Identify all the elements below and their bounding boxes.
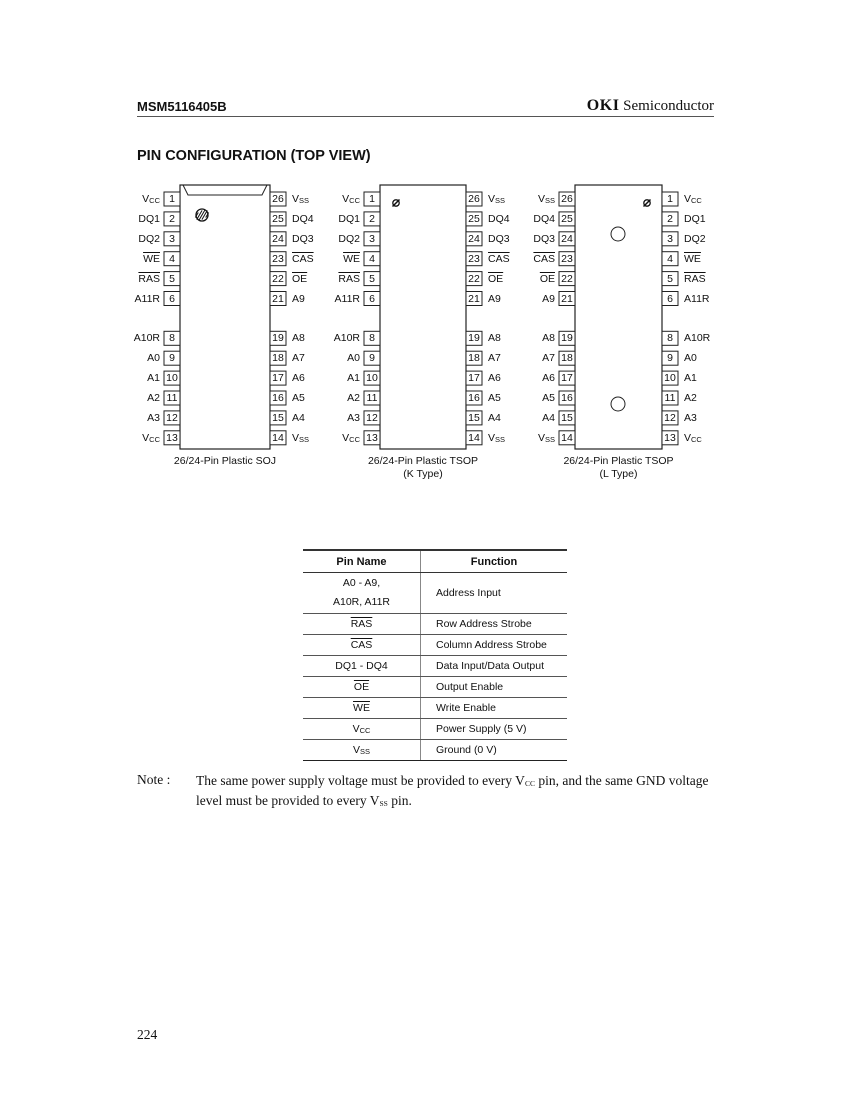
pin-name: A8 (488, 332, 501, 345)
function-cell: Row Address Strobe (421, 614, 568, 635)
note-text (196, 772, 721, 812)
pin-name-cell: A0 - A9, A10R, A11R (303, 573, 421, 614)
pin-name-cell: $\overline{WE}$ (303, 698, 421, 719)
note-subscript: CC (524, 779, 535, 788)
pin-name: DQ1 (684, 212, 706, 225)
pin-number: 13 (166, 431, 178, 444)
pin-name: A7 (542, 352, 555, 365)
pin-name: $V_{CC}$ (684, 431, 702, 444)
header-pin-name: Pin Name (303, 550, 421, 573)
pin-name: A0 (147, 352, 160, 365)
pin-name: A5 (488, 392, 501, 404)
pin-number: 13 (366, 431, 378, 444)
pin-name: A10R (333, 332, 360, 345)
pin-name: $V_{SS}$ (537, 193, 555, 205)
pin-name: A3 (347, 411, 360, 424)
pin-number: 3 (667, 232, 673, 245)
pin-name: $V_{SS}$ (292, 431, 310, 444)
pin-number: 24 (468, 232, 480, 245)
mold-mark-circle-icon (611, 397, 625, 411)
pin-name-cell: DQ1 - DQ4 (303, 656, 421, 677)
package-tsop-k (330, 184, 530, 484)
pin-number: 9 (169, 352, 175, 365)
table-row (303, 698, 567, 719)
header-function: Function (421, 550, 568, 573)
table-row (303, 656, 567, 677)
pin-name: A6 (292, 372, 305, 385)
pin-number: 15 (468, 411, 480, 424)
pin-name: A7 (292, 352, 305, 365)
pin-number: 17 (468, 372, 480, 385)
pin-name-cell: $\overline{RAS}$ (303, 614, 421, 635)
package-body (575, 185, 662, 449)
pin-name: A10R (133, 332, 160, 345)
pin-name: A7 (488, 352, 501, 365)
pin-name: A2 (147, 392, 160, 404)
pin-name: A9 (488, 292, 501, 305)
pin-name: DQ3 (292, 232, 314, 245)
pin-name: $\overline{WE}$ (684, 252, 701, 265)
pin-name: DQ1 (338, 212, 360, 225)
pin-number: 2 (169, 212, 175, 225)
function-cell: Data Input/Data Output (421, 656, 568, 677)
pin-number: 26 (272, 193, 284, 205)
pin-number: 16 (468, 392, 480, 404)
pin-name: DQ3 (533, 232, 555, 245)
pin-name: $V_{CC}$ (684, 193, 702, 205)
function-cell: Column Address Strobe (421, 635, 568, 656)
pin-number: 10 (166, 372, 178, 385)
pin-number: 22 (272, 272, 284, 285)
pin-name: $\overline{RAS}$ (338, 272, 360, 285)
pin-name: DQ2 (684, 232, 706, 245)
package-tsop-l (526, 184, 726, 484)
pin-number: 21 (272, 292, 284, 305)
pin-name: $\overline{CAS}$ (488, 252, 510, 265)
pin-name: A4 (292, 411, 305, 424)
table-row (303, 740, 567, 761)
pin-name: DQ4 (533, 212, 555, 225)
pin1-index-mark-icon (644, 200, 651, 207)
note-label: Note : (137, 772, 171, 787)
pin-name: $V_{SS}$ (537, 431, 555, 444)
pin-name: A5 (292, 392, 305, 404)
pin-name: A1 (684, 372, 697, 385)
pin-number: 22 (468, 272, 480, 285)
pin-name: A11R (134, 292, 160, 305)
package-caption: 26/24-Pin Plastic SOJ (173, 455, 277, 467)
pin-name: A10R (684, 332, 711, 345)
pin-name-cell: $V_{SS}$ (303, 740, 421, 761)
pin-name: A0 (684, 352, 697, 365)
pin-name: A6 (488, 372, 501, 385)
note-text-part: pin. (387, 793, 412, 808)
package-caption: 26/24-Pin Plastic TSOP (367, 455, 479, 467)
pin-number: 10 (664, 372, 676, 385)
pin-number: 16 (561, 392, 573, 404)
pin-number: 21 (561, 292, 573, 305)
pin-number: 17 (561, 372, 573, 385)
pin-name: $\overline{CAS}$ (533, 252, 555, 265)
pin-number: 16 (272, 392, 284, 404)
pin-number: 11 (366, 392, 378, 404)
pin-number: 25 (272, 212, 284, 225)
pin-number: 4 (369, 252, 375, 265)
pin-name: $\overline{WE}$ (343, 252, 360, 265)
pin-name: $V_{SS}$ (488, 431, 506, 444)
pin-number: 6 (369, 292, 375, 305)
pin-number: 9 (369, 352, 375, 365)
pin-number: 25 (561, 212, 573, 225)
table-row (303, 677, 567, 698)
package-caption: 26/24-Pin Plastic TSOP (563, 455, 674, 467)
pin-number: 1 (169, 193, 175, 205)
pin-number: 19 (272, 332, 284, 345)
pin-name: A8 (292, 332, 305, 345)
pin-number: 23 (272, 252, 284, 265)
pin-name: DQ4 (488, 212, 510, 225)
pin-name: A9 (542, 292, 555, 305)
pin-number: 5 (667, 272, 673, 285)
function-cell: Output Enable (421, 677, 568, 698)
function-cell: Write Enable (421, 698, 568, 719)
pin-name: A1 (347, 372, 360, 385)
pin-number: 1 (667, 193, 673, 205)
pin-function-table (303, 549, 567, 761)
page-number: 224 (137, 1027, 158, 1042)
pin-number: 14 (272, 431, 284, 444)
pin-name: $\overline{OE}$ (488, 272, 504, 285)
pin-number: 12 (166, 411, 178, 424)
pin-number: 19 (468, 332, 480, 345)
pin-number: 12 (366, 411, 378, 424)
pin-name: $\overline{WE}$ (143, 252, 160, 265)
package-subcaption: (L Type) (599, 468, 638, 480)
pin-name: $\overline{CAS}$ (292, 252, 314, 265)
table-row (303, 635, 567, 656)
pin-number: 10 (366, 372, 378, 385)
pin1-index-mark-icon (393, 200, 400, 207)
pin-number: 12 (664, 411, 676, 424)
pin-name-cell: $\overline{CAS}$ (303, 635, 421, 656)
pin-number: 15 (272, 411, 284, 424)
brand-name: OKI (586, 97, 620, 114)
pin-number: 18 (468, 352, 480, 365)
pin-number: 4 (667, 252, 673, 265)
pin-number: 8 (169, 332, 175, 345)
pin-name-cell: $\overline{OE}$ (303, 677, 421, 698)
pin-number: 1 (369, 193, 375, 205)
pin-number: 5 (369, 272, 375, 285)
part-number: MSM5116405B (137, 99, 227, 114)
pin-name: $\overline{OE}$ (292, 272, 308, 285)
table-header-row (303, 550, 567, 573)
pin-name: A3 (147, 411, 160, 424)
pin-number: 9 (667, 352, 673, 365)
package-notch (183, 185, 267, 195)
pin-number: 18 (272, 352, 284, 365)
pin-number: 2 (369, 212, 375, 225)
pin-name: DQ2 (138, 232, 160, 245)
package-soj (130, 184, 330, 484)
brand-logo (587, 97, 714, 115)
pin-name: A5 (542, 392, 555, 404)
pin-number: 24 (272, 232, 284, 245)
pin-number: 24 (561, 232, 573, 245)
pin-name: $V_{CC}$ (342, 193, 360, 205)
header-rule (137, 116, 714, 117)
pin-number: 11 (166, 392, 178, 404)
function-cell: Ground (0 V) (421, 740, 568, 761)
pin-number: 26 (561, 193, 573, 205)
pin-name: $V_{CC}$ (142, 193, 160, 205)
table-row (303, 573, 567, 614)
table-row (303, 719, 567, 740)
pin-number: 14 (561, 431, 573, 444)
note-subscript: SS (379, 799, 388, 808)
pin-number: 8 (667, 332, 673, 345)
pin-number: 4 (169, 252, 175, 265)
note-text-part: The same power supply voltage must be provided to every V (196, 773, 525, 788)
pin-name: DQ4 (292, 212, 314, 225)
pin-number: 6 (667, 292, 673, 305)
pin-number: 23 (561, 252, 573, 265)
pin-number: 21 (468, 292, 480, 305)
pin-number: 23 (468, 252, 480, 265)
pin-number: 8 (369, 332, 375, 345)
pin-number: 26 (468, 193, 480, 205)
pin-number: 13 (664, 431, 676, 444)
pin-number: 3 (369, 232, 375, 245)
brand-suffix: Semiconductor (623, 98, 714, 114)
pin1-index-hatch-icon (195, 209, 208, 221)
pin-name: $\overline{RAS}$ (138, 272, 160, 285)
pin-name: A2 (684, 392, 697, 404)
pin-name: $V_{SS}$ (488, 193, 506, 205)
pin-name: $\overline{RAS}$ (684, 272, 706, 285)
pin-number: 19 (561, 332, 573, 345)
pin-number: 11 (664, 392, 676, 404)
table-row (303, 614, 567, 635)
pin-name: $V_{CC}$ (142, 431, 160, 444)
pin-number: 17 (272, 372, 284, 385)
pin-name: A1 (147, 372, 160, 385)
pin-name: A6 (542, 372, 555, 385)
pin-name: DQ1 (138, 212, 160, 225)
pin-number: 2 (667, 212, 673, 225)
pin-number: 14 (468, 431, 480, 444)
pin-name-cell: $V_{CC}$ (303, 719, 421, 740)
pin-name: $V_{CC}$ (342, 431, 360, 444)
mold-mark-circle-icon (611, 227, 625, 241)
pin-number: 5 (169, 272, 175, 285)
pin-number: 18 (561, 352, 573, 365)
function-cell: Address Input (421, 573, 568, 614)
pin-name: $V_{SS}$ (292, 193, 310, 205)
pin-name: A9 (292, 292, 305, 305)
pin-name: A4 (542, 411, 555, 424)
package-body (180, 185, 270, 449)
package-body (380, 185, 466, 449)
pin-name: A8 (542, 332, 555, 345)
section-title: PIN CONFIGURATION (TOP VIEW) (137, 148, 371, 164)
pin-name: DQ3 (488, 232, 510, 245)
pin-name: A4 (488, 411, 501, 424)
pin-name: A2 (347, 392, 360, 404)
pin-number: 25 (468, 212, 480, 225)
pin-number: 22 (561, 272, 573, 285)
note-text-part: pin, and the same GND voltage level must be provided to every V (196, 773, 709, 808)
pin-name: $\overline{OE}$ (539, 272, 555, 285)
pin-number: 3 (169, 232, 175, 245)
pin-name: A0 (347, 352, 360, 365)
pin-name: A3 (684, 411, 697, 424)
function-cell: Power Supply (5 V) (421, 719, 568, 740)
pin-name: DQ2 (338, 232, 360, 245)
pin-number: 15 (561, 411, 573, 424)
package-subcaption: (K Type) (403, 468, 443, 480)
pin-number: 6 (169, 292, 175, 305)
pin-name: A11R (684, 292, 710, 305)
pin-name: A11R (334, 292, 360, 305)
